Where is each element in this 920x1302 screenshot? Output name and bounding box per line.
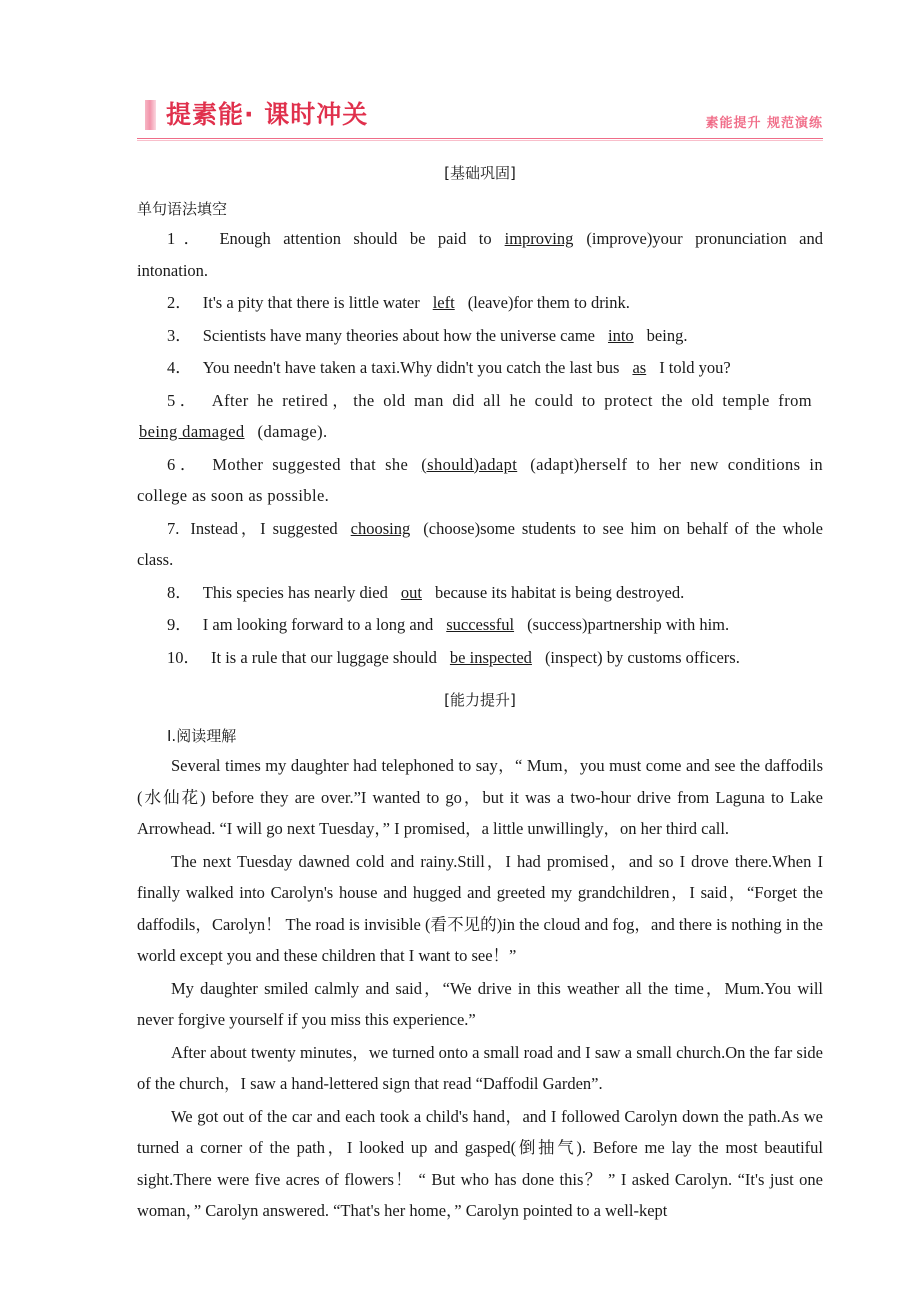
section-label-basic: [基础巩固] bbox=[444, 164, 516, 182]
question-answer: choosing bbox=[350, 518, 411, 538]
grammar-question-3 bbox=[137, 320, 823, 352]
reading-paragraph-1: Several times my daughter had telephoned to say，“ Mum，you must come and see the daffodils (水仙花) before they are over.”I wanted to go，but it was a two-hour drive from Laguna to Lake Arrowhead. “I will go next Tuesday，” I promised，a little unwillingly，on her third call. bbox=[137, 756, 823, 838]
grammar-question-1 bbox=[137, 223, 823, 286]
question-text-before: This species has nearly died bbox=[202, 582, 388, 602]
question-text-before: Mother suggested that she bbox=[212, 454, 409, 474]
question-text-before: Instead，I suggested bbox=[190, 518, 338, 538]
question-text-after: (choose)some students to see him on behalf of the whole class. bbox=[137, 518, 823, 569]
question-answer: being damaged bbox=[139, 422, 245, 441]
question-answer: (should)adapt bbox=[421, 454, 518, 474]
header-subtitle: 素能提升 规范演练 bbox=[705, 116, 823, 131]
question-text-before: Enough attention should be paid to bbox=[219, 229, 492, 248]
question-text-after: (damage). bbox=[257, 422, 328, 441]
grammar-question-5 bbox=[137, 385, 823, 448]
question-number: 7. bbox=[167, 518, 180, 538]
question-text-after: (adapt)herself to her new conditions in college as soon as possible. bbox=[137, 454, 823, 505]
question-answer: out bbox=[400, 582, 422, 602]
reading-paragraph-5: We got out of the car and each took a child's hand，and I followed Carolyn down the path.As we turned a corner of the path，I looked up and gasped(倒抽气). Before me lay the most beautiful sight.There were five acres of flowers！ “ But who has done this？ ” I asked Carolyn. “It's just one woman，” Carolyn answered. “That's her home，” Carolyn pointed to a well-kept bbox=[137, 1106, 823, 1220]
reading-paragraph-2: The next Tuesday dawned cold and rainy.Still，I had promised，and so I drove there.When I finally walked into Carolyn's house and hugged and greeted my grandchildren，I said，“Forget the daffodils，Carolyn！ The road is invisible (看不见的)in the cloud and fog，and there is nothing in the world except you and these children that I want to see！” bbox=[137, 851, 823, 965]
question-text-after: (improve)your pronunciation and intonation. bbox=[137, 229, 824, 280]
question-text-after: being. bbox=[646, 325, 688, 345]
question-text-before: It is a rule that our luggage should bbox=[211, 647, 437, 667]
question-text-before: I am looking forward to a long and bbox=[202, 615, 434, 634]
question-answer: left bbox=[432, 293, 455, 312]
grammar-question-6 bbox=[137, 449, 823, 512]
grammar-question-8 bbox=[137, 577, 823, 609]
question-text-after: I told you? bbox=[659, 358, 731, 377]
question-answer: improving bbox=[504, 229, 574, 248]
grammar-question-2 bbox=[137, 287, 823, 319]
question-number: 9． bbox=[167, 615, 192, 634]
reading-paragraph-3: My daughter smiled calmly and said，“We drive in this weather all the time，Mum.You will never forgive yourself if you miss this experience.” bbox=[137, 978, 823, 1029]
header-divider-line-primary bbox=[137, 138, 823, 139]
decorative-bar-icon bbox=[145, 100, 156, 130]
header-divider-line-secondary bbox=[137, 140, 823, 141]
grammar-question-7 bbox=[137, 513, 823, 576]
question-number: 1． bbox=[167, 229, 209, 248]
page-content bbox=[137, 100, 823, 1227]
question-answer: as bbox=[632, 358, 647, 377]
question-text-before: You needn't have taken a taxi.Why didn't you catch the last bus bbox=[202, 358, 620, 377]
question-number: 5． bbox=[167, 390, 201, 410]
reading-passage bbox=[137, 750, 823, 1227]
question-answer: be inspected bbox=[449, 647, 532, 667]
grammar-question-list bbox=[137, 223, 823, 673]
section-label-ability: [能力提升] bbox=[444, 691, 516, 709]
page-header bbox=[137, 100, 823, 146]
question-number: 4． bbox=[167, 358, 192, 377]
question-number: 2． bbox=[167, 293, 192, 312]
question-text-after: (inspect) by customs officers. bbox=[544, 647, 740, 667]
question-number: 3． bbox=[167, 325, 192, 345]
heading-reading-comprehension: Ⅰ.阅读理解 bbox=[167, 727, 237, 745]
question-text-after: because its habitat is being destroyed. bbox=[434, 582, 685, 602]
question-text-after: (leave)for them to drink. bbox=[467, 293, 630, 312]
question-answer: into bbox=[607, 325, 634, 345]
grammar-question-9 bbox=[137, 609, 823, 641]
question-number: 10． bbox=[167, 647, 200, 667]
question-number: 6． bbox=[167, 454, 202, 474]
heading-grammar-fill: 单句语法填空 bbox=[137, 200, 228, 218]
header-title-group bbox=[145, 100, 368, 130]
question-answer: successful bbox=[446, 615, 515, 634]
question-text-before: Scientists have many theories about how the universe came bbox=[202, 325, 595, 345]
question-text-before: After he retired，the old man did all he could to protect the old temple from bbox=[211, 390, 812, 410]
question-number: 8． bbox=[167, 582, 192, 602]
header-divider bbox=[137, 138, 823, 141]
grammar-question-4 bbox=[137, 352, 823, 384]
page-title: 提素能· 课时冲关 bbox=[166, 100, 369, 129]
reading-paragraph-4: After about twenty minutes，we turned onto a small road and I saw a small church.On the far side of the church，I saw a hand-lettered sign that read “Daffodil Garden”. bbox=[137, 1042, 823, 1093]
question-text-before: It's a pity that there is little water bbox=[202, 293, 420, 312]
question-text-after: (success)partnership with him. bbox=[527, 615, 730, 634]
grammar-question-10 bbox=[137, 642, 823, 674]
